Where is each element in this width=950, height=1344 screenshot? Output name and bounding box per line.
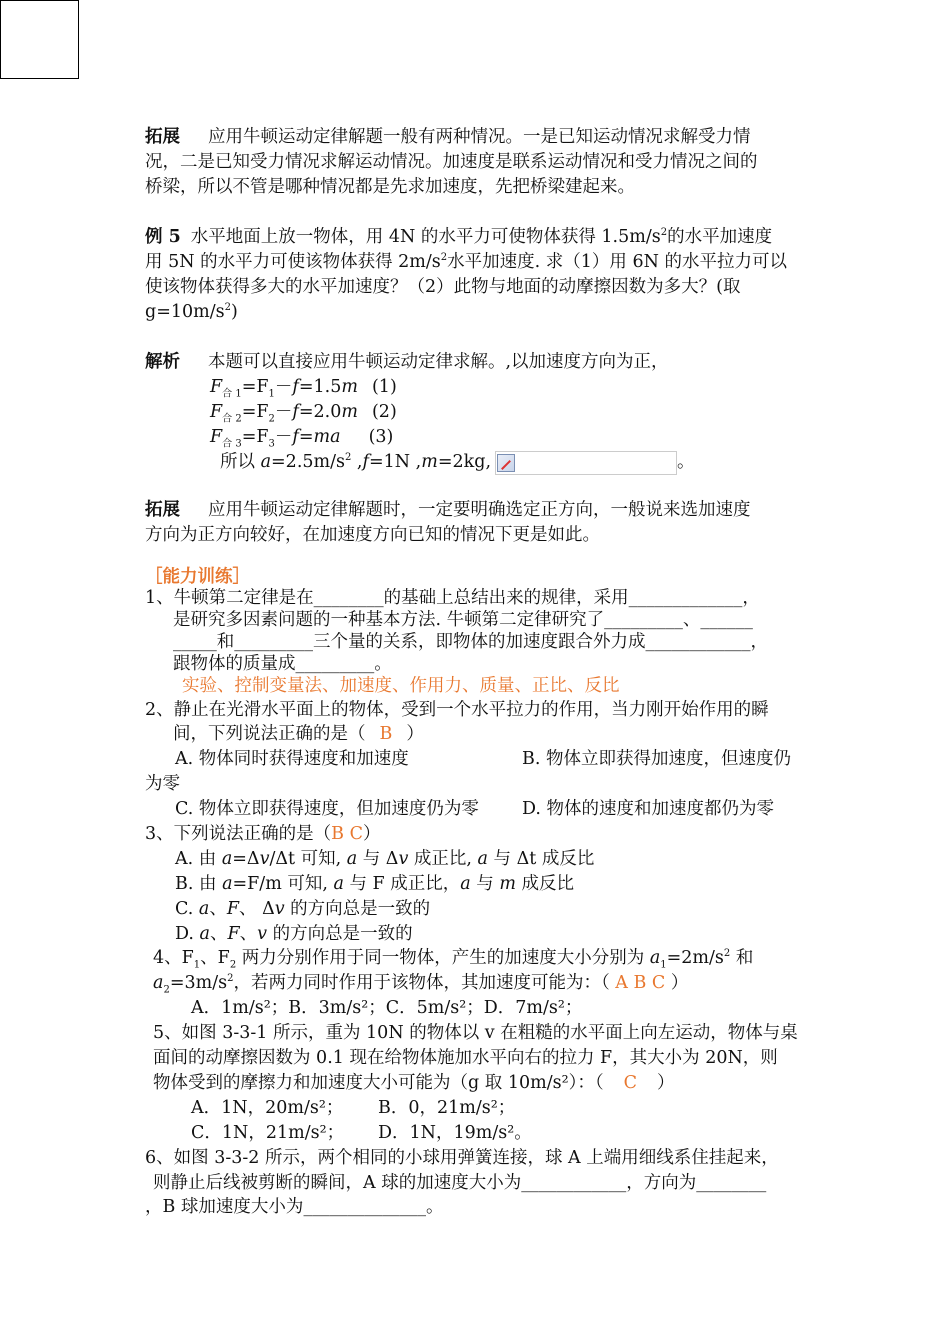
extension-label-2: 拓展 xyxy=(145,500,180,520)
q2-line-1: 2、静止在光滑水平面上的物体，受到一个水平拉力的作用，当力刚开始作用的瞬 xyxy=(145,700,769,720)
example-5-line-3: 使该物体获得多大的水平加速度？（2）此物与地面的动摩擦因数为多大？(取 xyxy=(145,277,741,297)
q4-answer: A B C xyxy=(609,973,671,993)
q5-option-a: A．1N，20m/s²； xyxy=(191,1098,344,1118)
q1-line-3: _____和_________三个量的关系，即物体的加速度跟合外力成____________， xyxy=(173,632,768,652)
q4-line-2: $a_2=3m/s^2$，若两力同时作用于该物体，其加速度可能为：（ A B C ） xyxy=(153,973,689,996)
extension-1-line-3: 桥梁，所以不管是哪种情况都是先求加速度，先把桥梁建起来。 xyxy=(145,177,635,197)
example-5-line-1: 例 5 水平地面上放一物体，用 4N 的水平力可使物体获得 $1.5m/s^2$的水平加速度 xyxy=(145,227,773,247)
equation-1: $F_{合 1}=F_1-f=1.5m$ (1) xyxy=(210,377,397,400)
q2-option-b: B. 物体立即获得加速度，但速度仍 xyxy=(522,749,791,769)
q3-option-d: D. a、F、v 的方向总是一致的 xyxy=(175,924,413,944)
q2-option-b-cont: 为零 xyxy=(145,774,180,794)
corner-frame xyxy=(0,0,79,79)
q3-option-b: B. 由 a=F/m 可知, a 与 F 成正比，a 与 m 成反比 xyxy=(175,874,575,894)
example-5-line-4: $g=10m/s^2$) xyxy=(145,302,238,322)
q3-line-1: 3、下列说法正确的是（B C） xyxy=(145,824,381,844)
extension-1-line-2: 况，二是已知受力情况求解运动情况。加速度是联系运动情况和受力情况之间的 xyxy=(145,152,758,172)
q1-answer: 实验、控制变量法、加速度、作用力、质量、正比、反比 xyxy=(182,676,620,696)
q3-option-c: C. a、F、 Δv 的方向总是一致的 xyxy=(175,899,431,919)
q3-answer: B C xyxy=(331,824,363,844)
q6-line-2: 则静止后线被剪断的瞬间，A 球的加速度大小为____________，方向为________ xyxy=(153,1173,767,1193)
extension-2-line-2: 方向为正方向较好，在加速度方向已知的情况下更是如此。 xyxy=(145,525,600,545)
q6-line-3: ，B 球加速度大小为______________。 xyxy=(145,1197,444,1217)
q4-line-1: 4、$F_1$、$F_2$ 两力分别作用于同一物体，产生的加速度大小分别为 $a_1=2m/s^2$ 和 xyxy=(153,948,754,971)
q5-option-c: C．1N，21m/s²； xyxy=(191,1123,345,1143)
q2-line-2: 间，下列说法正确的是（ B ） xyxy=(173,724,424,744)
extension-2-line-1: 拓展 应用牛顿运动定律解题时，一定要明确选定正方向，一般说来选加速度 xyxy=(145,500,751,520)
example-label: 例 5 xyxy=(145,227,181,247)
equation-3: $F_{合 3}=F_3-f=ma$ (3) xyxy=(210,427,394,450)
broken-image-placeholder xyxy=(495,451,677,475)
q2-answer: B xyxy=(379,724,393,744)
q6-line-1: 6、如图 3-3-2 所示，两个相同的小球用弹簧连接，球 A 上端用细线系住挂起来， xyxy=(145,1148,779,1168)
broken-image-icon xyxy=(497,454,515,472)
q2-option-d: D. 物体的速度和加速度都仍为零 xyxy=(522,799,775,819)
q3-option-a: A. 由 a=Δv/Δt 可知, a 与 Δv 成正比, a 与 Δt 成反比 xyxy=(175,849,595,869)
q1-line-4: 跟物体的质量成_________。 xyxy=(173,654,392,674)
q5-line-3: 物体受到的摩擦力和加速度大小可能为（g 取 10m/s²）：（ C ） xyxy=(153,1073,675,1093)
example-5-line-2: 用 5N 的水平力可使该物体获得 $2m/s^2$水平加速度. 求（1）用 6N 的水平拉力可以 xyxy=(145,252,787,272)
equation-2: $F_{合 2}=F_2-f=2.0m$ (2) xyxy=(210,402,397,425)
training-heading: ［能力训练］ xyxy=(145,567,250,587)
q4-options: A．1m/s²；B．3m/s²；C．5m/s²；D．7m/s²； xyxy=(191,998,583,1018)
extension-label: 拓展 xyxy=(145,127,180,147)
q5-option-b: B．0，21m/s²； xyxy=(378,1098,516,1118)
q5-line-2: 面间的动摩擦因数为 0.1 现在给物体施加水平向右的拉力 F，其大小为 20N，则 xyxy=(153,1048,778,1068)
extension-1-line-1: 拓展 应用牛顿运动定律解题一般有两种情况。一是已知运动情况求解受力情 xyxy=(145,127,751,147)
solution-result: 所以 $a=2.5m/s^2$ ,f=1N ,m=2kg, 。 xyxy=(220,450,695,475)
q1-line-1: 1、牛顿第二定律是在________的基础上总结出来的规律，采用_____________， xyxy=(145,588,760,608)
q5-answer: C xyxy=(623,1073,637,1093)
q2-option-c: C. 物体立即获得速度，但加速度仍为零 xyxy=(175,799,479,819)
solution-label: 解析 xyxy=(145,352,180,372)
q2-option-a: A. 物体同时获得速度和加速度 xyxy=(175,749,409,769)
q5-line-1: 5、如图 3-3-1 所示，重为 10N 的物体以 v 在粗糙的水平面上向左运动，物体与桌 xyxy=(153,1023,798,1043)
solution-line-1: 解析 本题可以直接应用牛顿运动定律求解。,以加速度方向为正， xyxy=(145,352,669,372)
q1-line-2: 是研究多因素问题的一种基本方法. 牛顿第二定律研究了_________、______ xyxy=(173,610,753,630)
q5-option-d: D．1N，19m/s²。 xyxy=(378,1123,532,1143)
